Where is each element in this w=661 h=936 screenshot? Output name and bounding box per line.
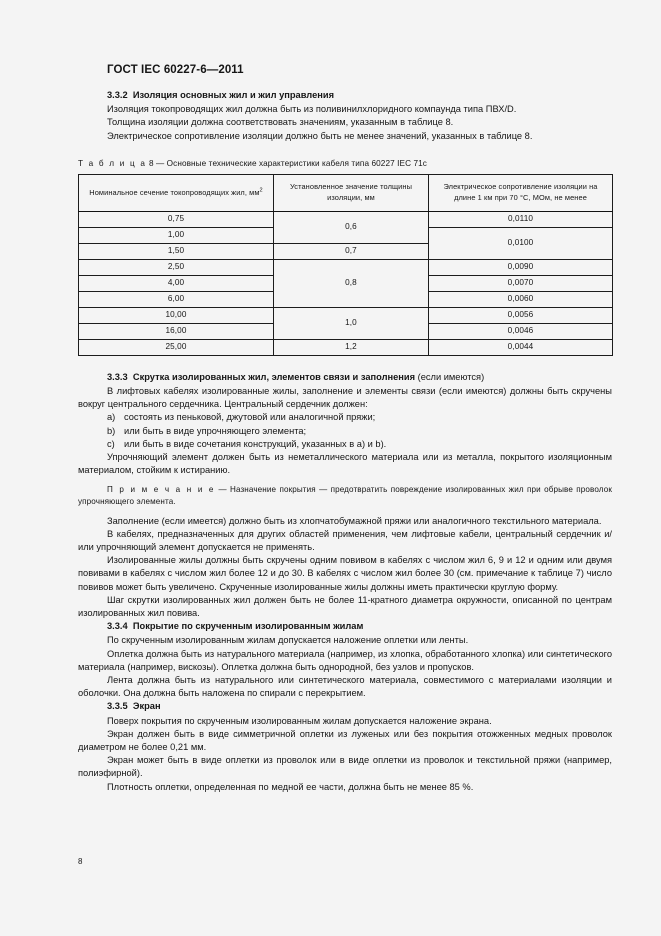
list-item <box>78 411 612 424</box>
list-item-marker: b) <box>107 425 116 436</box>
paragraph-3-3-3-1: В лифтовых кабелях изолированные жилы, заполнение и элементы связи (если имеются) должны быть скручены вокруг центрального сердечника. Центральный сердечник должен: <box>78 386 612 410</box>
paragraph-3-3-5-2: Экран должен быть в виде симметричной оплетки из луженых или без покрытия отожженных медных проволок диаметром не более 0,21 мм. <box>78 728 612 753</box>
cell-section: 4,00 <box>79 275 274 291</box>
cell-resistance: 0,0090 <box>429 259 613 275</box>
section-title-3-3-5: Экран <box>132 701 161 712</box>
list-item-marker: c) <box>107 438 115 449</box>
paragraph-3-3-2-2: Толщина изоляции должна соответствовать значениям, указанным в таблице 8. <box>107 117 454 128</box>
paragraph-3-3-2-3: Электрическое сопротивление изоляции должно быть не менее значений, указанных в таблице 8. <box>107 130 533 141</box>
section-number-3-3-4: 3.3.4 <box>107 621 128 632</box>
list-item <box>78 425 612 438</box>
column-header-thickness: Установленное значение толщины изоляции, мм <box>274 174 429 211</box>
section-heading-3-3-2 <box>78 89 612 102</box>
table-caption-number: 8 <box>146 158 154 168</box>
cell-resistance: 0,0046 <box>429 323 613 339</box>
paragraph-3-3-4-1: По скрученным изолированным жилам допускается наложение оплетки или ленты. <box>107 635 469 646</box>
cell-thickness: 0,6 <box>274 211 429 243</box>
list-item-label: состоять из пеньковой, джутовой или аналогичной пряжи; <box>124 412 376 423</box>
table-caption <box>78 158 612 169</box>
cell-thickness: 0,7 <box>274 243 429 259</box>
cell-section: 1,50 <box>79 243 274 259</box>
cell-section: 2,50 <box>79 259 274 275</box>
cell-section: 16,00 <box>79 323 274 339</box>
list-item-label: или быть в виде сочетания конструкций, указанных в a) и b). <box>124 438 387 449</box>
cell-resistance: 0,0110 <box>429 211 613 227</box>
paragraph-3-3-5-4: Плотность оплетки, определенная по медной ее части, должна быть не менее 85 %. <box>107 781 474 792</box>
cell-section: 0,75 <box>79 211 274 227</box>
section-heading-3-3-4 <box>78 620 612 633</box>
table-row <box>79 307 613 323</box>
cell-resistance: 0,0044 <box>429 339 613 355</box>
note-label: П р и м е ч а н и е <box>107 485 216 495</box>
list-item <box>78 438 612 451</box>
paragraph-3-3-3-4: В кабелях, предназначенных для других областей применения, чем лифтовые кабели, центральный сердечник и/или упрочняющий элемент допускается не применять. <box>78 528 612 553</box>
page-title: ГОСТ IEC 60227-6—2011 <box>107 64 244 76</box>
section-heading-3-3-5 <box>78 700 612 713</box>
cell-section: 10,00 <box>79 307 274 323</box>
paragraph-3-3-4-3: Лента должна быть из натурального или синтетического материала, совместимого с материалами изоляции и оболочки. Она должна быть наложена по спирали с перекрытием. <box>78 675 612 699</box>
section-title-3-3-3: Скрутка изолированных жил, элементов связи и заполнения <box>132 371 416 382</box>
table-header-row <box>79 174 613 211</box>
column-header-section-superscript: 2 <box>259 187 263 194</box>
cell-section: 6,00 <box>79 291 274 307</box>
table-row <box>79 211 613 227</box>
cell-resistance: 0,0056 <box>429 307 613 323</box>
column-header-resistance: Электрическое сопротивление изоляции на длине 1 км при 70 °C, МОм, не менее <box>429 174 613 211</box>
section-title-3-3-4: Покрытие по скрученным изолированным жилам <box>132 621 364 632</box>
page-number: 8 <box>78 857 83 866</box>
cell-thickness: 0,8 <box>274 259 429 307</box>
paragraph-3-3-3-2: Упрочняющий элемент должен быть из неметаллического материала или из металла, покрытого изоляционным материалом, стойким к истиранию. <box>78 452 612 476</box>
note-text: — Назначение покрытия — предотвратить повреждение изолированных жил при обрыве проволок упрочняющего элемента. <box>78 485 613 507</box>
list-item-label: или быть в виде упрочняющего элемента; <box>124 425 307 436</box>
cell-section: 25,00 <box>79 339 274 355</box>
paragraph-3-3-5-1: Поверх покрытия по скрученным изолированным жилам допускается наложение экрана. <box>107 715 492 726</box>
paragraph-3-3-4-2: Оплетка должна быть из натурального материала (например, из хлопка, обработанного хлопка) или синтетического материала (например, вискозы). Оплетка должна быть однородной, без узлов и пропусков. <box>78 648 612 672</box>
cell-resistance: 0,0060 <box>429 291 613 307</box>
table-row <box>79 259 613 275</box>
paragraph-3-3-3-3: Заполнение (если имеется) должно быть из хлопчатобумажной пряжи или аналогичного текстильного материала. <box>107 515 602 526</box>
section-title-3-3-2: Изоляция основных жил и жил управления <box>132 90 335 100</box>
paragraph-3-3-3-5: Изолированные жилы должны быть скручены одним повивом в кабелях с числом жил 6, 9 и 12 и одним или двумя повивами в кабелях с числом жил более 12 и до 30. В кабелях с числом жил более 30 (см. примечание к таблице 7) число повивов может быть увеличено. Скрученные изолированные жилы должны иметь практически круглую форму. <box>78 555 612 592</box>
section-number-3-3-5: 3.3.5 <box>107 701 128 712</box>
cell-section: 1,00 <box>79 227 274 243</box>
paragraph-3-3-3-6: Шаг скрутки изолированных жил должен быть не более 11-кратного диаметра окружности, описанной по центрам изолированных жил повива. <box>78 594 612 619</box>
paragraph-3-3-2-1: Изоляция токопроводящих жил должна быть из поливинилхлоридного компаунда типа ПВХ/D. <box>107 104 517 115</box>
document-body <box>78 89 612 794</box>
cell-resistance: 0,0100 <box>429 227 613 259</box>
note-3-3-3 <box>78 484 612 507</box>
section-title-3-3-3-tail: (если имеются) <box>415 371 485 382</box>
table-body <box>79 211 613 355</box>
column-header-section <box>79 174 274 211</box>
cell-thickness: 1,0 <box>274 307 429 339</box>
section-number-3-3-2: 3.3.2 <box>107 90 128 100</box>
table-caption-text: — Основные технические характеристики кабеля типа 60227 IEC 71с <box>153 158 427 168</box>
column-header-section-text: Номинальное сечение токопроводящих жил, мм <box>89 187 260 197</box>
table-row <box>79 339 613 355</box>
table-caption-label: Т а б л и ц а <box>78 158 147 168</box>
cell-resistance: 0,0070 <box>429 275 613 291</box>
section-number-3-3-3: 3.3.3 <box>107 371 128 382</box>
specifications-table <box>78 174 613 356</box>
paragraph-3-3-5-3: Экран может быть в виде оплетки из проволок или в виде оплетки из проволок и текстильной пряжи (например, полиэфирной). <box>78 755 612 779</box>
list-item-marker: a) <box>107 412 116 423</box>
cell-thickness: 1,2 <box>274 339 429 355</box>
section-heading-3-3-3 <box>78 371 612 384</box>
